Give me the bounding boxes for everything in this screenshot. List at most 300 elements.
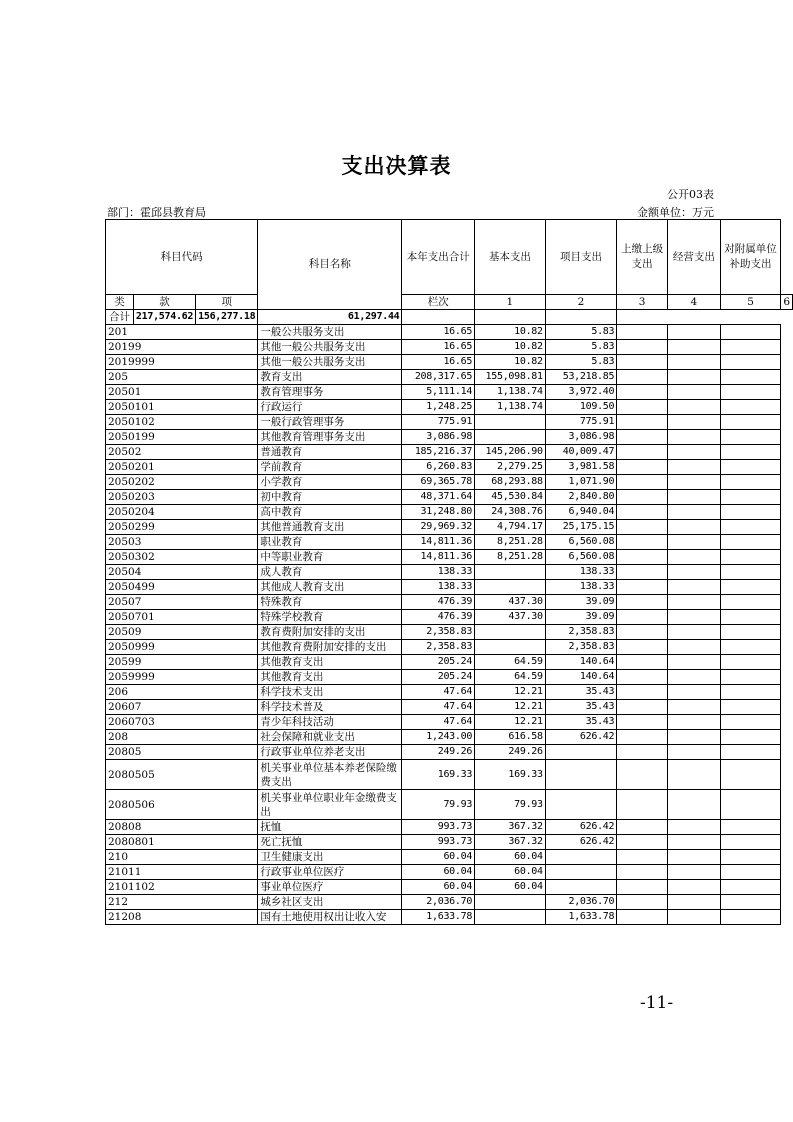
row-business bbox=[668, 730, 721, 745]
header-subsidiary: 对附属单位补助支出 bbox=[720, 220, 781, 295]
row-code: 20509 bbox=[106, 625, 258, 640]
row-total: 138.33 bbox=[402, 565, 475, 580]
row-project: 2,358.83 bbox=[545, 625, 616, 640]
row-upper bbox=[617, 910, 668, 925]
row-code: 2050203 bbox=[106, 490, 258, 505]
row-subsidiary bbox=[720, 835, 781, 850]
row-total: 2,036.70 bbox=[402, 895, 475, 910]
row-name: 其他教育费附加安排的支出 bbox=[258, 640, 402, 655]
row-project: 3,086.98 bbox=[545, 430, 616, 445]
row-name: 科学技术支出 bbox=[258, 685, 402, 700]
row-code: 2080801 bbox=[106, 835, 258, 850]
row-business bbox=[668, 760, 721, 790]
row-name: 初中教育 bbox=[258, 490, 402, 505]
total-project: 61,297.44 bbox=[258, 310, 402, 325]
row-upper bbox=[617, 595, 668, 610]
row-subsidiary bbox=[720, 445, 781, 460]
row-total: 79.93 bbox=[402, 790, 475, 820]
row-upper bbox=[617, 460, 668, 475]
row-business bbox=[668, 640, 721, 655]
row-name: 小学教育 bbox=[258, 475, 402, 490]
row-name: 高中教育 bbox=[258, 505, 402, 520]
row-business bbox=[668, 460, 721, 475]
row-code: 208 bbox=[106, 730, 258, 745]
row-code: 2019999 bbox=[106, 355, 258, 370]
row-project: 626.42 bbox=[545, 835, 616, 850]
row-upper bbox=[617, 655, 668, 670]
row-code: 20805 bbox=[106, 745, 258, 760]
row-upper bbox=[617, 535, 668, 550]
row-upper bbox=[617, 790, 668, 820]
table-row bbox=[106, 550, 793, 565]
row-business bbox=[668, 325, 721, 340]
table-row bbox=[106, 325, 793, 340]
row-code: 206 bbox=[106, 685, 258, 700]
row-project: 6,940.04 bbox=[545, 505, 616, 520]
row-basic bbox=[475, 580, 546, 595]
col-index-4: 4 bbox=[668, 295, 721, 310]
row-business bbox=[668, 835, 721, 850]
row-subsidiary bbox=[720, 415, 781, 430]
row-total: 47.64 bbox=[402, 715, 475, 730]
row-subsidiary bbox=[720, 880, 781, 895]
row-business bbox=[668, 565, 721, 580]
row-name: 特殊学校教育 bbox=[258, 610, 402, 625]
row-project: 140.64 bbox=[545, 670, 616, 685]
row-subsidiary bbox=[720, 625, 781, 640]
row-code: 2050102 bbox=[106, 415, 258, 430]
header-code: 科目代码 bbox=[106, 220, 258, 295]
row-business bbox=[668, 370, 721, 385]
row-project: 3,972.40 bbox=[545, 385, 616, 400]
row-subsidiary bbox=[720, 400, 781, 415]
row-upper bbox=[617, 760, 668, 790]
table-row bbox=[106, 520, 793, 535]
total-subsidiary bbox=[545, 310, 616, 325]
row-total: 60.04 bbox=[402, 865, 475, 880]
row-business bbox=[668, 820, 721, 835]
row-business bbox=[668, 430, 721, 445]
table-row bbox=[106, 700, 793, 715]
table-row bbox=[106, 565, 793, 580]
row-subsidiary bbox=[720, 760, 781, 790]
row-business bbox=[668, 505, 721, 520]
row-subsidiary bbox=[720, 790, 781, 820]
row-project: 40,009.47 bbox=[545, 445, 616, 460]
row-code: 2050701 bbox=[106, 610, 258, 625]
row-total: 2,358.83 bbox=[402, 640, 475, 655]
row-code: 20503 bbox=[106, 535, 258, 550]
row-basic: 64.59 bbox=[475, 670, 546, 685]
col-index-1: 1 bbox=[475, 295, 546, 310]
row-name: 青少年科技活动 bbox=[258, 715, 402, 730]
row-basic: 249.26 bbox=[475, 745, 546, 760]
row-business bbox=[668, 715, 721, 730]
row-name: 死亡抚恤 bbox=[258, 835, 402, 850]
row-business bbox=[668, 880, 721, 895]
row-subsidiary bbox=[720, 595, 781, 610]
header-kuan: 款 bbox=[133, 295, 195, 310]
row-total: 138.33 bbox=[402, 580, 475, 595]
row-basic: 4,794.17 bbox=[475, 520, 546, 535]
row-upper bbox=[617, 490, 668, 505]
row-name: 卫生健康支出 bbox=[258, 850, 402, 865]
row-project: 5.83 bbox=[545, 325, 616, 340]
row-project: 1,633.78 bbox=[545, 910, 616, 925]
row-total: 16.65 bbox=[402, 340, 475, 355]
row-code: 20502 bbox=[106, 445, 258, 460]
table-number: 公开03表 bbox=[667, 188, 714, 201]
row-basic: 68,293.88 bbox=[475, 475, 546, 490]
total-upper bbox=[402, 310, 475, 325]
header-basic: 基本支出 bbox=[475, 220, 546, 295]
row-business bbox=[668, 850, 721, 865]
row-total: 69,365.78 bbox=[402, 475, 475, 490]
row-business bbox=[668, 580, 721, 595]
row-name: 社会保障和就业支出 bbox=[258, 730, 402, 745]
row-basic: 8,251.28 bbox=[475, 535, 546, 550]
col-index-2: 2 bbox=[545, 295, 616, 310]
row-basic: 10.82 bbox=[475, 340, 546, 355]
row-total: 16.65 bbox=[402, 325, 475, 340]
row-project: 5.83 bbox=[545, 340, 616, 355]
row-upper bbox=[617, 850, 668, 865]
row-basic: 367.32 bbox=[475, 835, 546, 850]
row-subsidiary bbox=[720, 730, 781, 745]
row-business bbox=[668, 625, 721, 640]
row-total: 6,260.83 bbox=[402, 460, 475, 475]
row-name: 普通教育 bbox=[258, 445, 402, 460]
row-basic bbox=[475, 415, 546, 430]
row-upper bbox=[617, 895, 668, 910]
row-code: 205 bbox=[106, 370, 258, 385]
row-upper bbox=[617, 400, 668, 415]
row-upper bbox=[617, 340, 668, 355]
row-subsidiary bbox=[720, 565, 781, 580]
row-business bbox=[668, 445, 721, 460]
row-basic: 45,530.84 bbox=[475, 490, 546, 505]
table-row bbox=[106, 460, 793, 475]
total-total: 217,574.62 bbox=[133, 310, 195, 325]
row-subsidiary bbox=[720, 745, 781, 760]
row-business bbox=[668, 790, 721, 820]
row-basic bbox=[475, 430, 546, 445]
row-name: 科学技术普及 bbox=[258, 700, 402, 715]
row-upper bbox=[617, 880, 668, 895]
row-basic: 60.04 bbox=[475, 850, 546, 865]
row-subsidiary bbox=[720, 460, 781, 475]
row-total: 14,811.36 bbox=[402, 535, 475, 550]
row-total: 47.64 bbox=[402, 685, 475, 700]
row-basic: 1,138.74 bbox=[475, 400, 546, 415]
row-business bbox=[668, 700, 721, 715]
row-upper bbox=[617, 355, 668, 370]
row-subsidiary bbox=[720, 340, 781, 355]
table-row bbox=[106, 760, 793, 790]
header-business: 经营支出 bbox=[668, 220, 721, 295]
page-title: 支出决算表 bbox=[341, 153, 452, 178]
row-project: 35.43 bbox=[545, 715, 616, 730]
row-total: 48,371.64 bbox=[402, 490, 475, 505]
row-total: 993.73 bbox=[402, 820, 475, 835]
row-business bbox=[668, 490, 721, 505]
table-row bbox=[106, 655, 793, 670]
row-business bbox=[668, 595, 721, 610]
row-business bbox=[668, 685, 721, 700]
row-project: 6,560.08 bbox=[545, 550, 616, 565]
row-business bbox=[668, 415, 721, 430]
row-project: 39.09 bbox=[545, 610, 616, 625]
row-total: 208,317.65 bbox=[402, 370, 475, 385]
row-business bbox=[668, 550, 721, 565]
row-basic: 79.93 bbox=[475, 790, 546, 820]
header-total: 本年支出合计 bbox=[402, 220, 475, 295]
row-code: 20507 bbox=[106, 595, 258, 610]
row-code: 2050201 bbox=[106, 460, 258, 475]
row-project: 2,036.70 bbox=[545, 895, 616, 910]
row-name: 职业教育 bbox=[258, 535, 402, 550]
row-project: 775.91 bbox=[545, 415, 616, 430]
row-subsidiary bbox=[720, 505, 781, 520]
row-project: 53,218.85 bbox=[545, 370, 616, 385]
row-project: 626.42 bbox=[545, 730, 616, 745]
row-basic: 145,206.90 bbox=[475, 445, 546, 460]
row-name: 机关事业单位职业年金缴费支出 bbox=[258, 790, 402, 820]
table-row bbox=[106, 475, 793, 490]
table-row bbox=[106, 850, 793, 865]
row-basic: 8,251.28 bbox=[475, 550, 546, 565]
row-total: 205.24 bbox=[402, 655, 475, 670]
row-code: 210 bbox=[106, 850, 258, 865]
table-row bbox=[106, 880, 793, 895]
row-code: 21208 bbox=[106, 910, 258, 925]
row-basic: 60.04 bbox=[475, 880, 546, 895]
table-row bbox=[106, 790, 793, 820]
row-total: 29,969.32 bbox=[402, 520, 475, 535]
row-project: 2,840.80 bbox=[545, 490, 616, 505]
row-business bbox=[668, 385, 721, 400]
row-total: 185,216.37 bbox=[402, 445, 475, 460]
row-name: 国有土地使用权出让收入安 bbox=[258, 910, 402, 925]
row-upper bbox=[617, 865, 668, 880]
table-row bbox=[106, 490, 793, 505]
row-subsidiary bbox=[720, 640, 781, 655]
row-project: 626.42 bbox=[545, 820, 616, 835]
table-row bbox=[106, 535, 793, 550]
row-business bbox=[668, 610, 721, 625]
row-basic: 12.21 bbox=[475, 700, 546, 715]
row-upper bbox=[617, 670, 668, 685]
row-upper bbox=[617, 730, 668, 745]
row-name: 其他成人教育支出 bbox=[258, 580, 402, 595]
row-business bbox=[668, 535, 721, 550]
row-project: 140.64 bbox=[545, 655, 616, 670]
row-basic: 10.82 bbox=[475, 355, 546, 370]
header-name: 科目名称 bbox=[258, 220, 402, 310]
table-row bbox=[106, 595, 793, 610]
department-label: 部门：霍邱县教育局 bbox=[107, 206, 206, 219]
table-row bbox=[106, 835, 793, 850]
row-upper bbox=[617, 610, 668, 625]
row-total: 169.33 bbox=[402, 760, 475, 790]
row-subsidiary bbox=[720, 430, 781, 445]
row-code: 2050299 bbox=[106, 520, 258, 535]
row-name: 特殊教育 bbox=[258, 595, 402, 610]
row-basic: 437.30 bbox=[475, 595, 546, 610]
header-xiang: 项 bbox=[196, 295, 258, 310]
row-subsidiary bbox=[720, 610, 781, 625]
page-number: -11- bbox=[640, 993, 674, 1013]
row-business bbox=[668, 520, 721, 535]
header-lei: 类 bbox=[106, 295, 134, 310]
row-subsidiary bbox=[720, 535, 781, 550]
row-name: 学前教育 bbox=[258, 460, 402, 475]
row-business bbox=[668, 910, 721, 925]
table-row bbox=[106, 820, 793, 835]
row-code: 2080506 bbox=[106, 790, 258, 820]
row-name: 其他教育支出 bbox=[258, 655, 402, 670]
row-project bbox=[545, 760, 616, 790]
row-name: 教育费附加安排的支出 bbox=[258, 625, 402, 640]
row-code: 2050101 bbox=[106, 400, 258, 415]
row-total: 1,243.00 bbox=[402, 730, 475, 745]
row-upper bbox=[617, 520, 668, 535]
row-upper bbox=[617, 580, 668, 595]
row-code: 2080505 bbox=[106, 760, 258, 790]
row-total: 775.91 bbox=[402, 415, 475, 430]
total-name: 合计 bbox=[106, 310, 134, 325]
row-code: 2101102 bbox=[106, 880, 258, 895]
header-upper: 上缴上级支出 bbox=[617, 220, 668, 295]
row-upper bbox=[617, 370, 668, 385]
row-basic: 169.33 bbox=[475, 760, 546, 790]
row-subsidiary bbox=[720, 325, 781, 340]
row-subsidiary bbox=[720, 820, 781, 835]
row-name: 其他教育支出 bbox=[258, 670, 402, 685]
row-business bbox=[668, 865, 721, 880]
row-code: 20504 bbox=[106, 565, 258, 580]
table-row bbox=[106, 340, 793, 355]
row-subsidiary bbox=[720, 355, 781, 370]
row-total: 3,086.98 bbox=[402, 430, 475, 445]
row-project bbox=[545, 745, 616, 760]
table-row bbox=[106, 580, 793, 595]
table-row bbox=[106, 715, 793, 730]
row-code: 20599 bbox=[106, 655, 258, 670]
row-project bbox=[545, 850, 616, 865]
row-name: 一般行政管理事务 bbox=[258, 415, 402, 430]
row-name: 机关事业单位基本养老保险缴费支出 bbox=[258, 760, 402, 790]
row-name: 抚恤 bbox=[258, 820, 402, 835]
row-business bbox=[668, 655, 721, 670]
row-subsidiary bbox=[720, 520, 781, 535]
row-subsidiary bbox=[720, 670, 781, 685]
row-project: 138.33 bbox=[545, 580, 616, 595]
row-subsidiary bbox=[720, 475, 781, 490]
total-business bbox=[475, 310, 546, 325]
table-row bbox=[106, 895, 793, 910]
table-row bbox=[106, 430, 793, 445]
row-upper bbox=[617, 505, 668, 520]
row-upper bbox=[617, 625, 668, 640]
row-project bbox=[545, 865, 616, 880]
row-upper bbox=[617, 700, 668, 715]
row-name: 行政事业单位养老支出 bbox=[258, 745, 402, 760]
row-upper bbox=[617, 565, 668, 580]
row-code: 2060703 bbox=[106, 715, 258, 730]
row-basic bbox=[475, 910, 546, 925]
col-index-5: 5 bbox=[720, 295, 781, 310]
row-subsidiary bbox=[720, 910, 781, 925]
row-code: 212 bbox=[106, 895, 258, 910]
row-name: 事业单位医疗 bbox=[258, 880, 402, 895]
row-basic: 64.59 bbox=[475, 655, 546, 670]
row-upper bbox=[617, 640, 668, 655]
row-name: 其他教育管理事务支出 bbox=[258, 430, 402, 445]
row-code: 2050499 bbox=[106, 580, 258, 595]
total-basic: 156,277.18 bbox=[196, 310, 258, 325]
row-total: 60.04 bbox=[402, 880, 475, 895]
table-row bbox=[106, 505, 793, 520]
row-total: 47.64 bbox=[402, 700, 475, 715]
table-row bbox=[106, 640, 793, 655]
row-upper bbox=[617, 685, 668, 700]
row-business bbox=[668, 895, 721, 910]
row-upper bbox=[617, 385, 668, 400]
row-total: 476.39 bbox=[402, 610, 475, 625]
row-subsidiary bbox=[720, 370, 781, 385]
row-name: 一般公共服务支出 bbox=[258, 325, 402, 340]
row-project bbox=[545, 880, 616, 895]
row-code: 2050302 bbox=[106, 550, 258, 565]
row-code: 2050202 bbox=[106, 475, 258, 490]
row-project: 6,560.08 bbox=[545, 535, 616, 550]
row-business bbox=[668, 475, 721, 490]
row-name: 城乡社区支出 bbox=[258, 895, 402, 910]
row-code: 2050199 bbox=[106, 430, 258, 445]
row-upper bbox=[617, 475, 668, 490]
row-total: 31,248.80 bbox=[402, 505, 475, 520]
row-basic: 155,098.81 bbox=[475, 370, 546, 385]
row-total: 2,358.83 bbox=[402, 625, 475, 640]
row-business bbox=[668, 340, 721, 355]
row-total: 1,248.25 bbox=[402, 400, 475, 415]
row-business bbox=[668, 745, 721, 760]
row-subsidiary bbox=[720, 685, 781, 700]
row-subsidiary bbox=[720, 580, 781, 595]
row-upper bbox=[617, 745, 668, 760]
row-total: 1,633.78 bbox=[402, 910, 475, 925]
unit-label: 金额单位：万元 bbox=[637, 206, 714, 219]
col-index-3: 3 bbox=[617, 295, 668, 310]
row-basic: 367.32 bbox=[475, 820, 546, 835]
row-total: 476.39 bbox=[402, 595, 475, 610]
row-basic: 12.21 bbox=[475, 685, 546, 700]
row-code: 20607 bbox=[106, 700, 258, 715]
row-code: 201 bbox=[106, 325, 258, 340]
row-basic: 437.30 bbox=[475, 610, 546, 625]
row-subsidiary bbox=[720, 850, 781, 865]
row-code: 2050204 bbox=[106, 505, 258, 520]
row-upper bbox=[617, 820, 668, 835]
row-total: 249.26 bbox=[402, 745, 475, 760]
table-row bbox=[106, 625, 793, 640]
row-basic: 1,138.74 bbox=[475, 385, 546, 400]
row-project: 35.43 bbox=[545, 685, 616, 700]
row-subsidiary bbox=[720, 865, 781, 880]
row-upper bbox=[617, 445, 668, 460]
row-name: 其他一般公共服务支出 bbox=[258, 340, 402, 355]
